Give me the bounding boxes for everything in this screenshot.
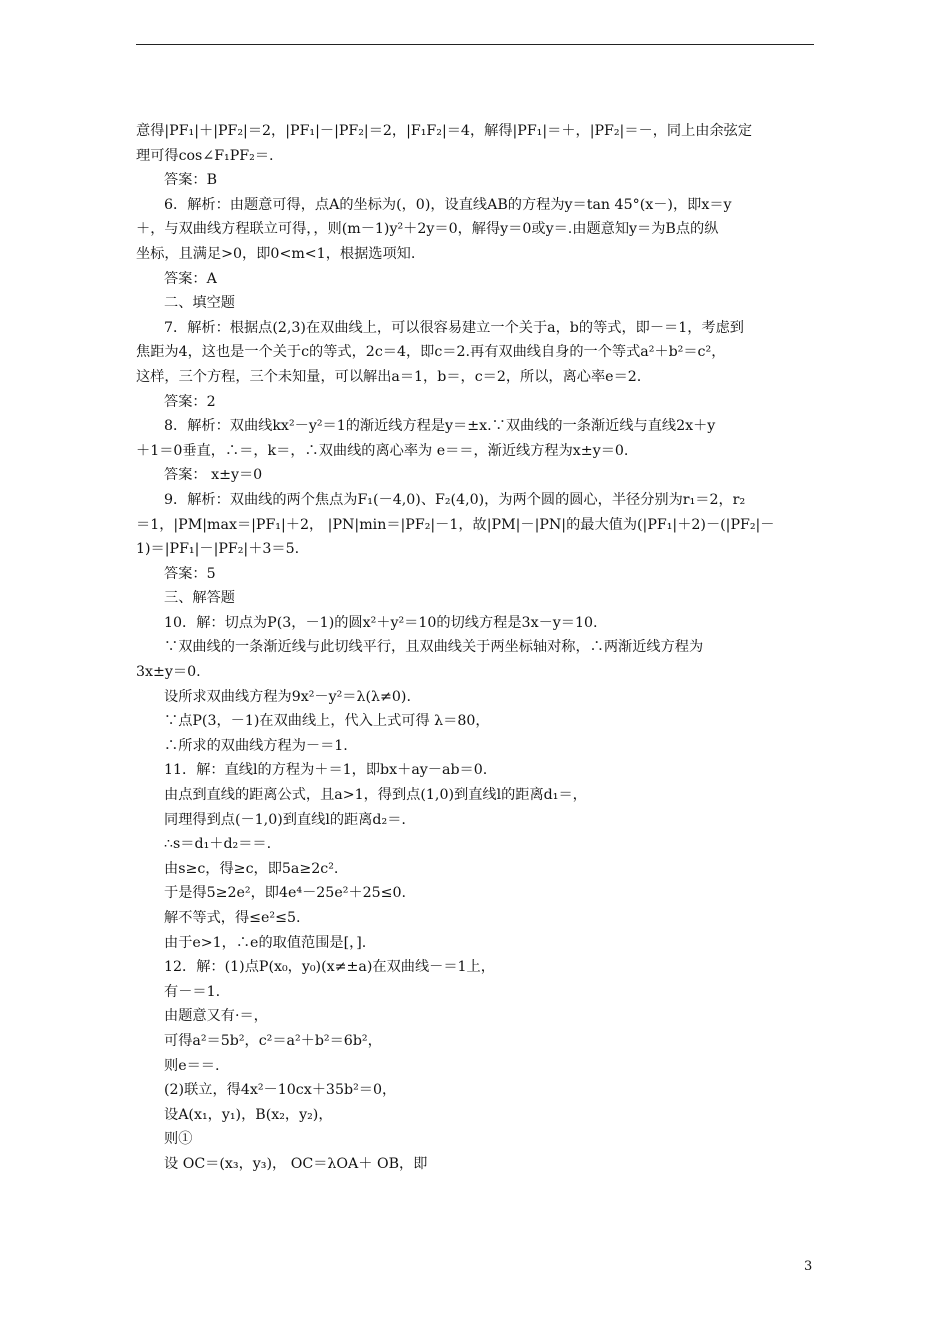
text-line: 12．解：(1)点P(x₀，y₀)(x≠±a)在双曲线－＝1上， (164, 959, 495, 976)
text-line: 8．解析：双曲线kx²－y²＝1的渐近线方程是y＝±x.∵双曲线的一条渐近线与直线2x＋y (164, 418, 716, 435)
text-line: ∴所求的双曲线方程为－＝1. (164, 737, 348, 754)
text-line: 设所求双曲线方程为9x²－y²＝λ(λ≠0). (164, 688, 411, 705)
text-line: 这样，三个方程，三个未知量，可以解出a＝1，b＝，c＝2，所以，离心率e＝2. (136, 368, 642, 385)
text-line: 10．解：切点为P(3，－1)的圆x²＋y²＝10的切线方程是3x－y＝10. (164, 614, 598, 631)
answer-line: 答案：B (164, 172, 217, 189)
text-line: 解不等式，得≤e²≤5. (164, 910, 301, 926)
text-line: 6．解析：由题意可得，点A的坐标为(，0)，设直线AB的方程为y＝tan 45°(x－)，即x＝y (164, 196, 732, 213)
text-line: 1)＝|PF₁|－|PF₂|＋3＝5. (136, 541, 300, 558)
text-line: 坐标，且满足>0，即0<m<1，根据选项知. (136, 245, 416, 262)
answer-line: 答案：A (164, 270, 217, 287)
text-line: ＋1＝0垂直，∴＝，k＝，∴双曲线的离心率为 e＝＝，渐近线方程为x±y＝0. (136, 442, 629, 459)
text-line: 11．解：直线l的方程为＋＝1，即bx＋ay－ab＝0. (164, 762, 488, 779)
text-line: 于是得5≥2e²，即4e⁴－25e²＋25≤0. (164, 885, 407, 902)
text-line: 设 OC＝(x₃，y₃)， OC＝λOA＋ OB，即 (164, 1155, 428, 1172)
page-number: 3 (804, 1259, 813, 1274)
text-line: 由于e>1，∴e的取值范围是[，]. (164, 934, 367, 951)
text-line: 可得a²＝5b²，c²＝a²＋b²＝6b²， (164, 1032, 382, 1049)
text-line: 由题意又有·＝， (164, 1008, 268, 1025)
text-line: 7．解析：根据点(2,3)在双曲线上，可以很容易建立一个关于a，b的等式，即－＝1，考虑到 (164, 319, 744, 336)
answer-line: 答案： x±y＝0 (164, 467, 263, 484)
text-line: ∵点P(3，－1)在双曲线上，代入上式可得 λ＝80， (164, 713, 490, 730)
header-rule (136, 44, 814, 45)
text-line: 有－＝1. (164, 983, 221, 1000)
text-line: 由点到直线的距离公式，且a>1，得到点(1,0)到直线l的距离d₁＝， (164, 787, 587, 804)
text-line: 同理得到点(－1,0)到直线l的距离d₂＝. (164, 811, 406, 828)
answer-line: 答案：2 (164, 393, 216, 410)
section-heading: 三、解答题 (164, 590, 235, 607)
text-line: 理可得cos∠F₁PF₂＝. (136, 147, 274, 164)
text-line: (2)联立，得4x²－10cx＋35b²＝0， (164, 1082, 397, 1099)
text-line: 意得|PF₁|＋|PF₂|＝2，|PF₁|－|PF₂|＝2，|F₁F₂|＝4，解得|PF₁|＝＋，|PF₂|＝－，同上由余弦定 (136, 123, 753, 139)
text-line: 3x±y＝0. (136, 664, 201, 681)
text-line: 焦距为4，这也是一个关于c的等式，2c＝4，即c＝2.再有双曲线自身的一个等式a²＋b²＝c²， (136, 344, 726, 361)
text-line: ∴s＝d₁＋d₂＝＝. (164, 836, 272, 853)
section-heading: 二、填空题 (164, 295, 235, 312)
text-line: 则e＝＝. (164, 1057, 220, 1074)
text-line: ∵双曲线的一条渐近线与此切线平行，且双曲线关于两坐标轴对称，∴两渐近线方程为 (164, 639, 704, 656)
text-line: 由s≥c，得≥c，即5a≥2c². (164, 860, 339, 877)
text-line: ＋，与双曲线方程联立可得，，则(m－1)y²＋2y＝0，解得y＝0或y＝.由题意知y＝为B点的纵 (136, 221, 719, 238)
text-line: ＝1，|PM|max＝|PF₁|＋2， |PN|min＝|PF₂|－1，故|PM|－|PN|的最大值为(|PF₁|＋2)－(|PF₂|－ (136, 516, 775, 533)
text-line: 则① (164, 1131, 193, 1148)
answer-line: 答案：5 (164, 565, 216, 582)
text-line: 设A(x₁，y₁)，B(x₂，y₂)， (164, 1106, 333, 1123)
text-line: 9．解析：双曲线的两个焦点为F₁(－4,0)、F₂(4,0)，为两个圆的圆心，半径分别为r₁＝2，r₂ (164, 491, 746, 508)
page-body (136, 119, 816, 1177)
